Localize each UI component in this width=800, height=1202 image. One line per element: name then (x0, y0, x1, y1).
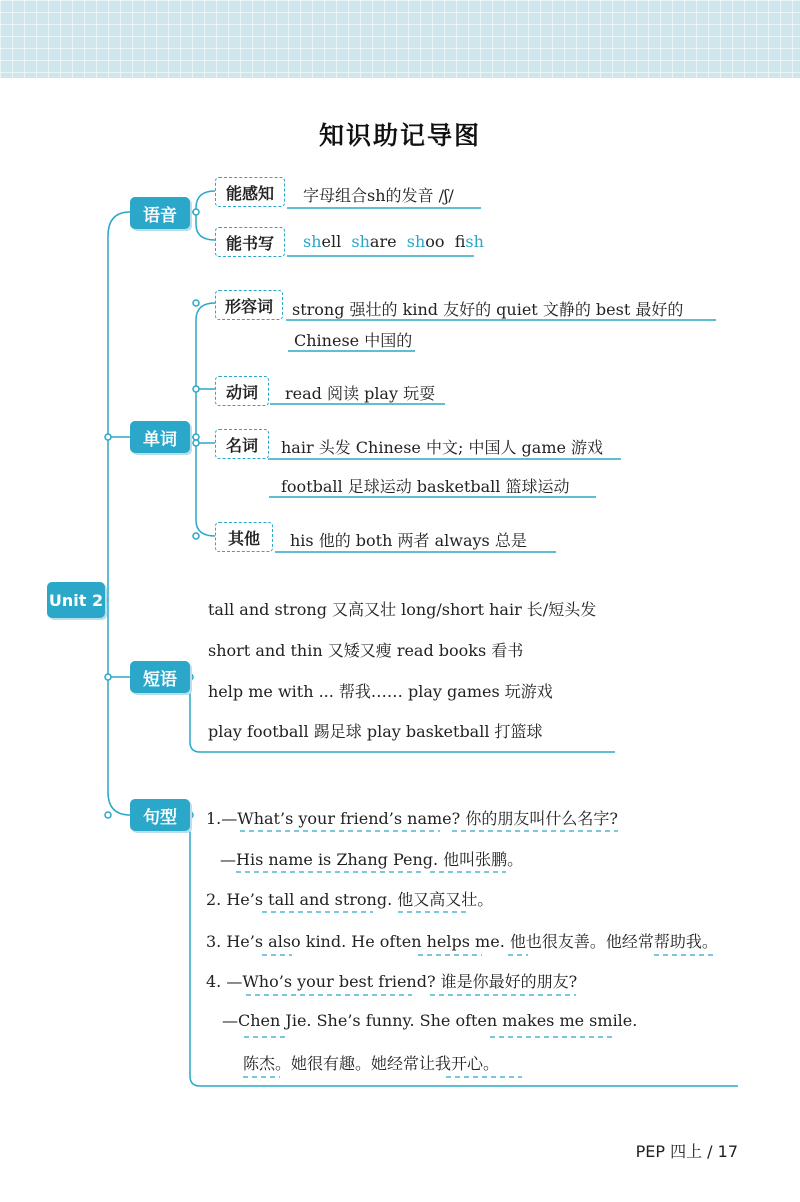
label-verb: 动词 (215, 376, 269, 406)
sentence-3: 3. He’s also kind. He often helps me. 他也很友善。他经常帮助我。 (206, 932, 718, 951)
adjective-line-1: strong 强壮的 kind 友好的 quiet 文静的 best 最好的 (292, 300, 684, 319)
verb-line: read 阅读 play 玩耍 (285, 384, 436, 403)
branch-yuyin: 语音 (130, 197, 190, 229)
noun-line-1: hair 头发 Chinese 中文; 中国人 game 游戏 (281, 438, 604, 457)
noun-line-2: football 足球运动 basketball 篮球运动 (281, 477, 570, 496)
sentence-4b: —Chen Jie. She’s funny. She often makes me smile. (222, 1011, 638, 1030)
sentence-2: 2. He’s tall and strong. 他又高又壮。 (206, 890, 494, 909)
sentence-4c: 陈杰。她很有趣。她经常让我开心。 (243, 1054, 500, 1073)
branch-danci: 单词 (130, 421, 190, 453)
word-fish: fish (454, 232, 484, 251)
sentence-1b: —His name is Zhang Peng. 他叫张鹏。 (220, 850, 524, 869)
word-shoo: shoo (406, 232, 445, 251)
sentence-1a: 1.—What’s your friend’s name? 你的朋友叫什么名字? (206, 809, 618, 828)
word-shell: shell (303, 232, 342, 251)
page-title: 知识助记导图 (318, 121, 481, 150)
label-noun: 名词 (215, 429, 269, 459)
phrase-line-2: short and thin 又矮又瘦 read books 看书 (208, 641, 524, 660)
phrase-line-4: play football 踢足球 play basketball 打篮球 (208, 722, 543, 741)
label-other: 其他 (215, 522, 273, 552)
word-share: share (351, 232, 397, 251)
label-adjective: 形容词 (215, 290, 283, 320)
branch-duanyu: 短语 (130, 661, 190, 693)
adjective-line-2: Chinese 中国的 (294, 331, 413, 350)
phrase-line-3: help me with ... 帮我…… play games 玩游戏 (208, 682, 553, 701)
other-line: his 他的 both 两者 always 总是 (290, 531, 527, 550)
page-footer: PEP 四上 / 17 (635, 1142, 738, 1161)
gan-zhi-text: 字母组合sh的发音 /ʃ/ (303, 186, 454, 205)
label-neng-shu-xie: 能书写 (215, 227, 285, 257)
phrase-line-1: tall and strong 又高又壮 long/short hair 长/短头发 (208, 600, 597, 619)
sentence-4a: 4. —Who’s your best friend? 谁是你最好的朋友? (206, 972, 578, 991)
branch-juxing: 句型 (130, 799, 190, 831)
root-node: Unit 2 (47, 582, 105, 618)
label-neng-gan-zhi: 能感知 (215, 177, 285, 207)
